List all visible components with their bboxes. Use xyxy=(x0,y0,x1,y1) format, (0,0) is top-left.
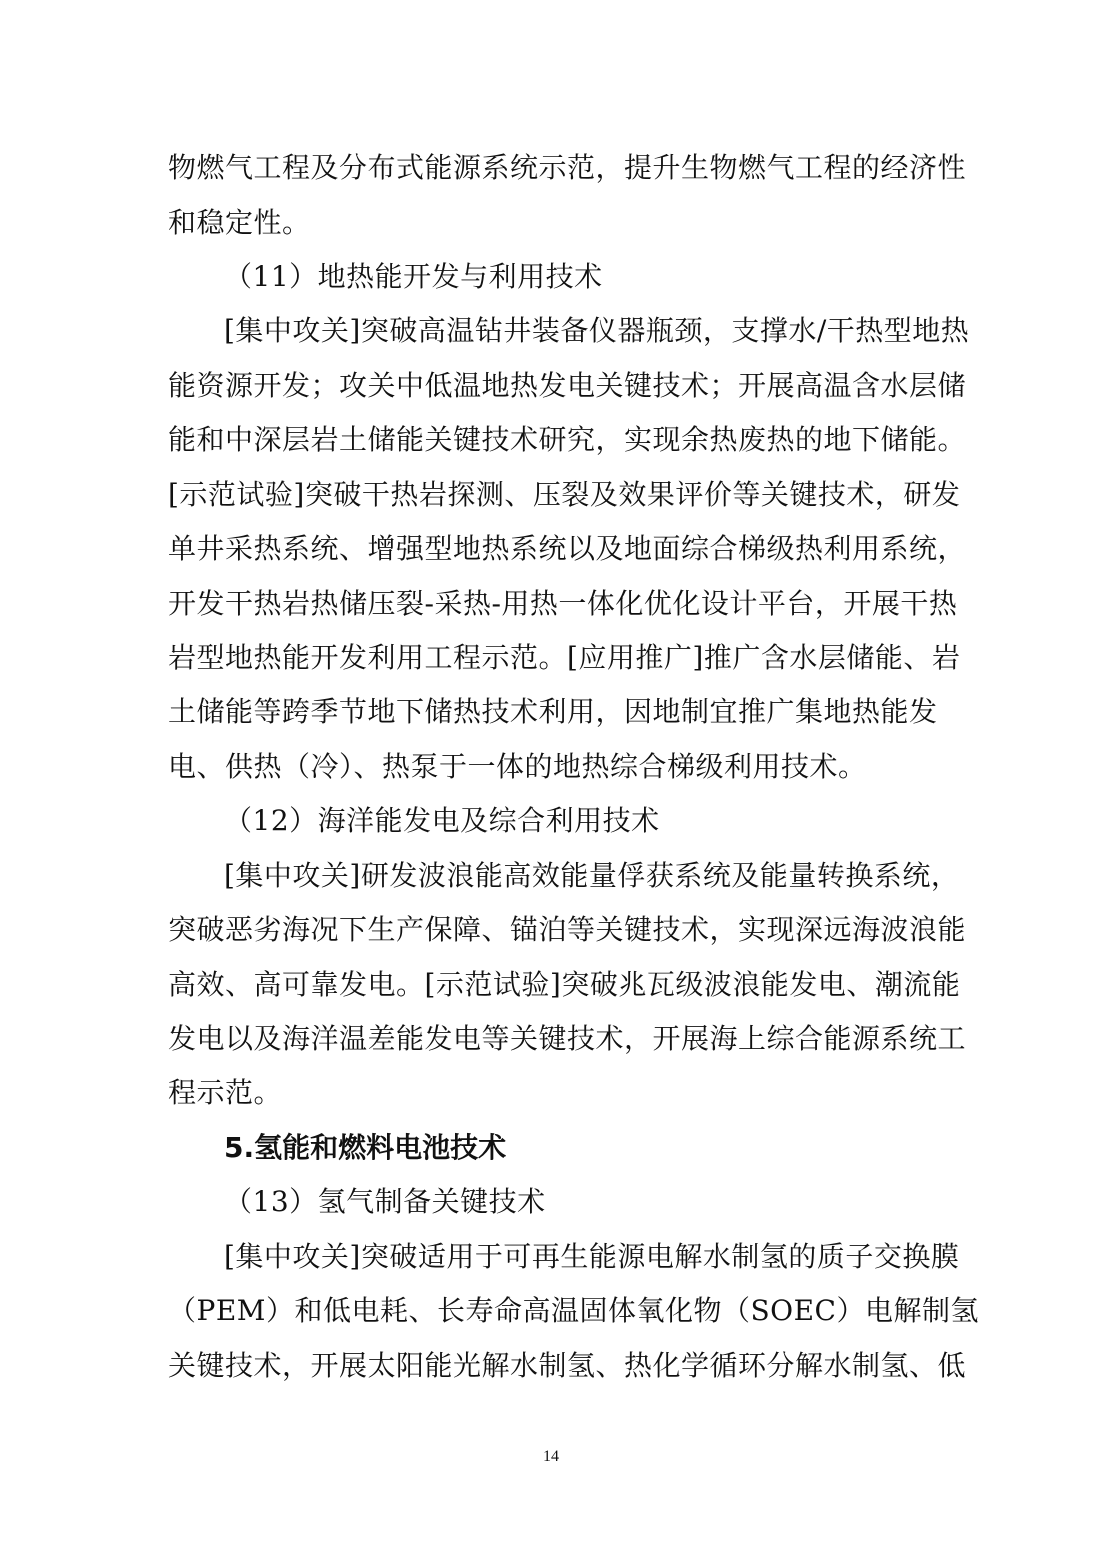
body-text-line: （PEM）和低电耗、长寿命高温固体氧化物（SOEC）电解制氢 xyxy=(168,1294,979,1327)
body-text-line: 开发干热岩热储压裂-采热-用热一体化优化设计平台，开展干热 xyxy=(168,587,958,620)
body-text-line: [示范试验]突破干热岩探测、压裂及效果评价等关键技术，研发 xyxy=(168,478,961,511)
body-text-line: [集中攻关]突破适用于可再生能源电解水制氢的质子交换膜 xyxy=(224,1240,960,1273)
body-text-line: 土储能等跨季节地下储热技术利用，因地制宜推广集地热能发 xyxy=(168,695,938,728)
body-text-line: 岩型地热能开发利用工程示范。[应用推广]推广含水层储能、岩 xyxy=(168,641,961,674)
body-text-line: [集中攻关]研发波浪能高效能量俘获系统及能量转换系统， xyxy=(224,859,960,892)
body-text-line: [集中攻关]突破高温钻井装备仪器瓶颈，支撑水/干热型地热 xyxy=(224,314,970,347)
body-text-line: 和稳定性。 xyxy=(168,206,311,239)
body-text-line: 高效、高可靠发电。[示范试验]突破兆瓦级波浪能发电、潮流能 xyxy=(168,968,961,1001)
body-text-line: 能和中深层岩土储能关键技术研究，实现余热废热的地下储能。 xyxy=(168,423,967,456)
body-text-line: 关键技术，开展太阳能光解水制氢、热化学循环分解水制氢、低 xyxy=(168,1349,967,1382)
body-text-line: 发电以及海洋温差能发电等关键技术，开展海上综合能源系统工 xyxy=(168,1022,967,1055)
section-heading-12: （12）海洋能发电及综合利用技术 xyxy=(224,804,660,837)
section-heading-11: （11）地热能开发与利用技术 xyxy=(224,260,603,293)
body-text-line: 物燃气工程及分布式能源系统示范，提升生物燃气工程的经济性 xyxy=(168,151,967,184)
chapter-heading-5: 5.氢能和燃料电池技术 xyxy=(224,1131,507,1164)
body-text-line: 能资源开发；攻关中低温地热发电关键技术；开展高温含水层储 xyxy=(168,369,967,402)
body-text-line: 突破恶劣海况下生产保障、锚泊等关键技术，实现深远海波浪能 xyxy=(168,913,967,946)
section-heading-13: （13）氢气制备关键技术 xyxy=(224,1185,546,1218)
body-text-line: 单井采热系统、增强型地热系统以及地面综合梯级热利用系统， xyxy=(168,532,967,565)
page-number: 14 xyxy=(543,1448,559,1465)
body-text-line: 电、供热（冷）、热泵于一体的地热综合梯级利用技术。 xyxy=(168,750,867,783)
body-text-line: 程示范。 xyxy=(168,1076,283,1109)
